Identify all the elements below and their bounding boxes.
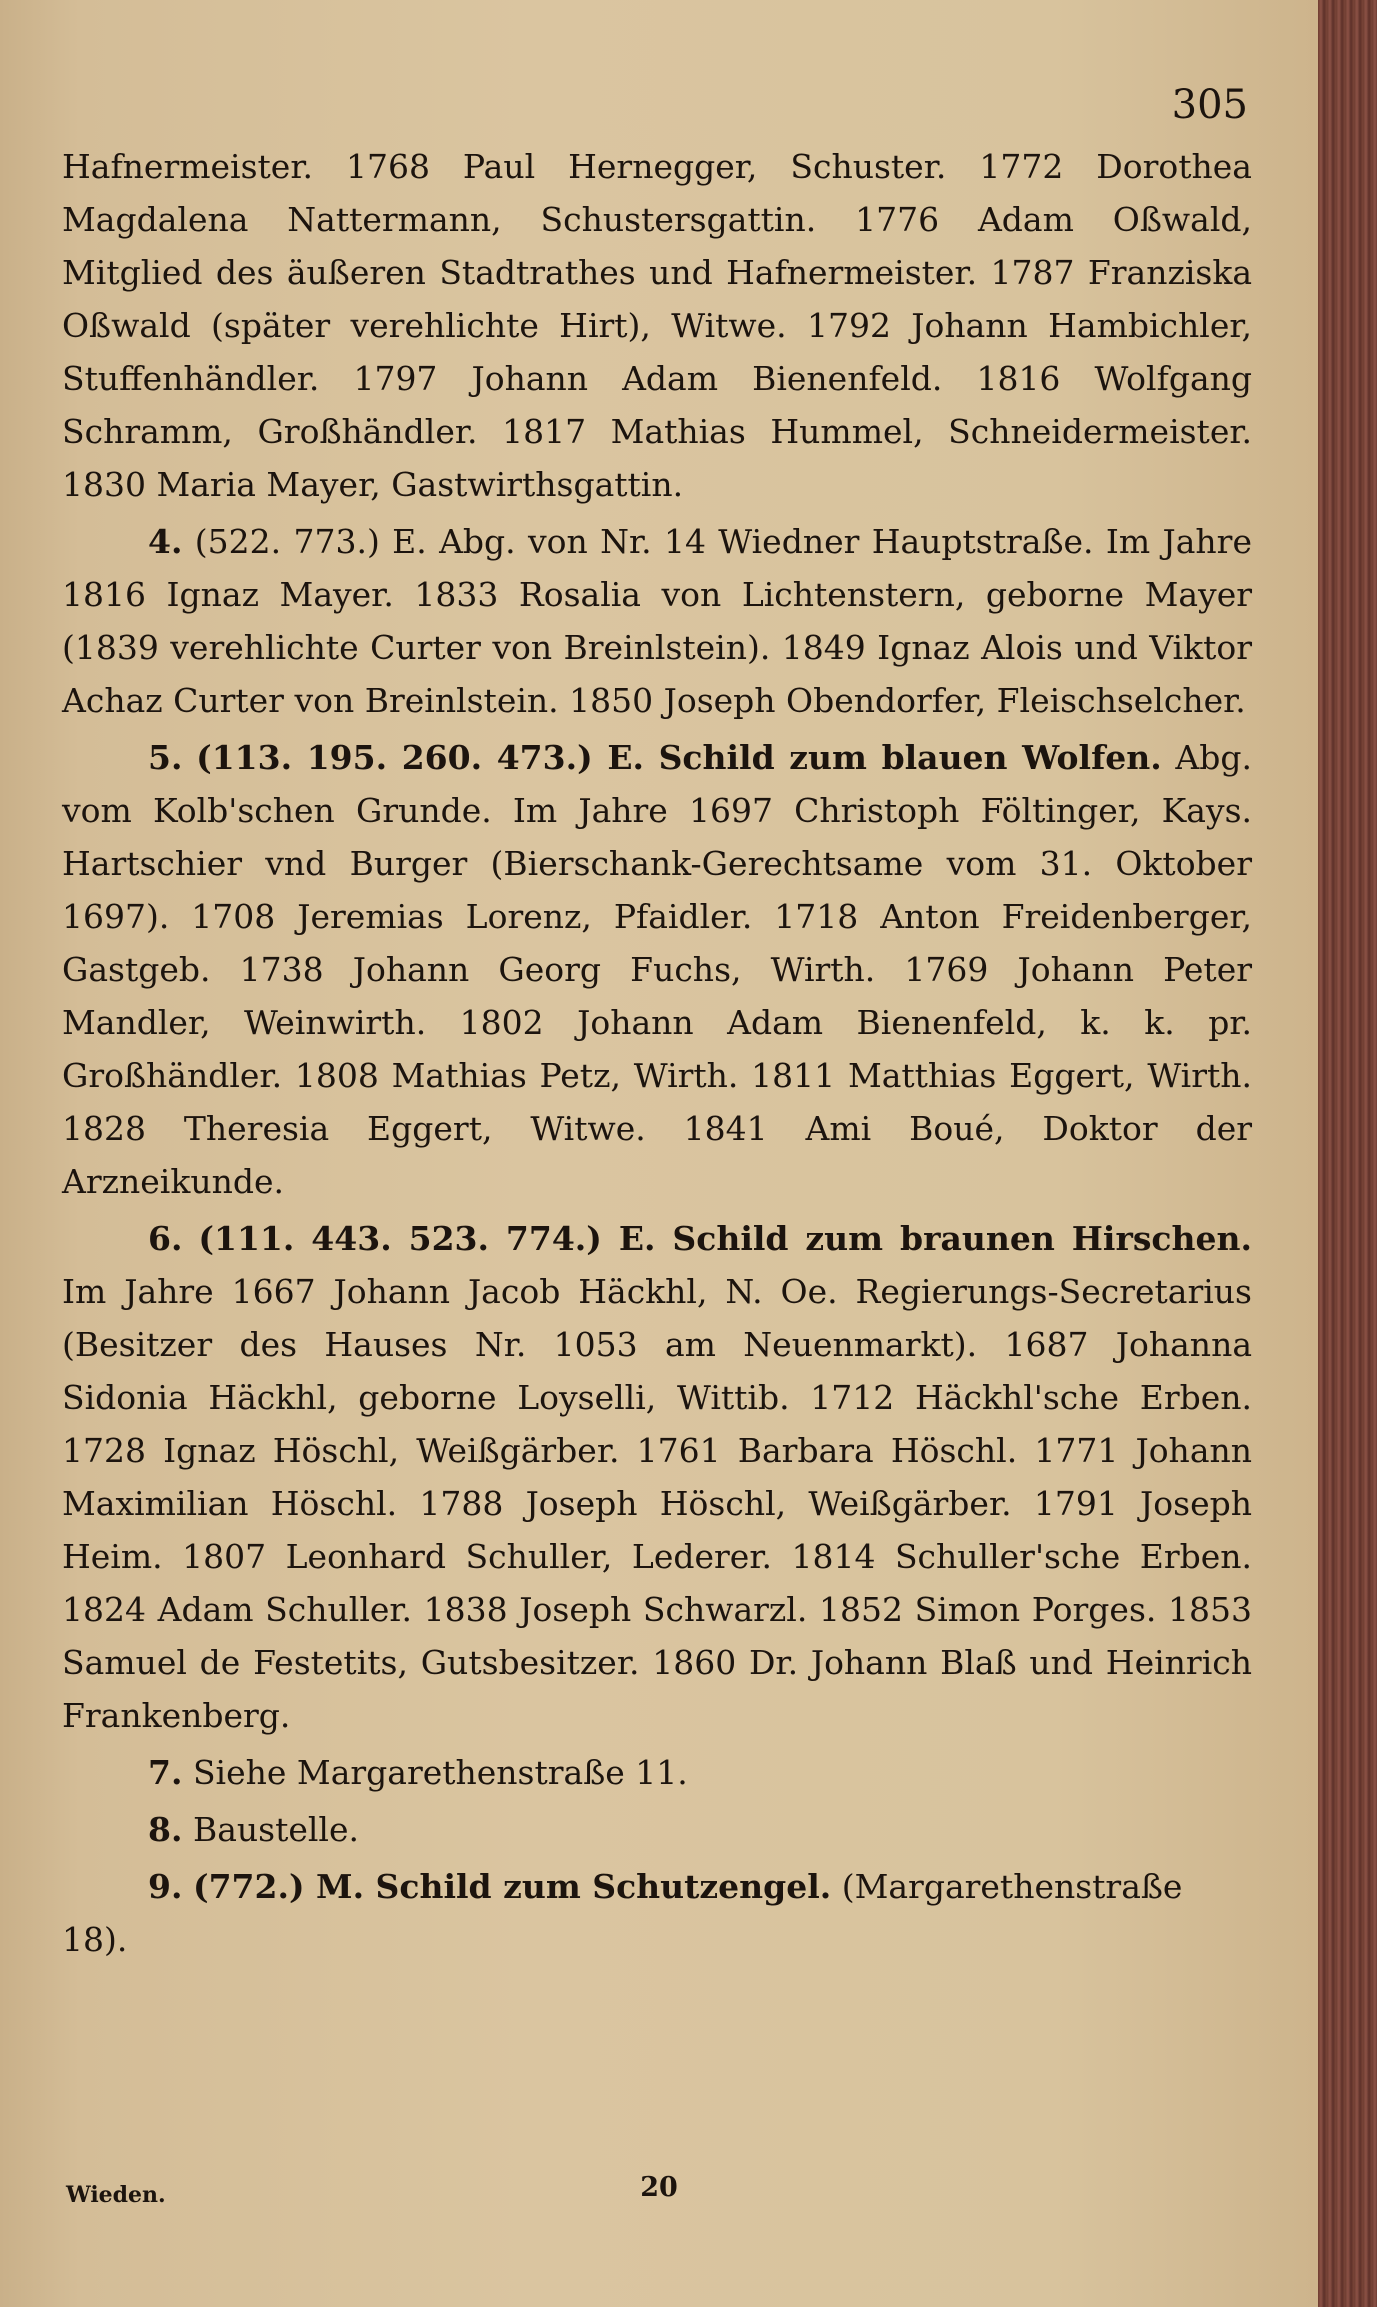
page-number: 305 xyxy=(1171,82,1248,128)
entry-text: Im Jahre 1816 Ignaz Mayer. 1833 Rosalia von Lichtenstern, geborne Mayer (1839 verehlichte Curter von Breinlstein). 1849 Ignaz Alois und Viktor Achaz Curter von Breinlstein. 1850 Joseph Obendorfer, Fleischselcher. xyxy=(62,522,1252,720)
entry-number: 6. xyxy=(148,1219,183,1258)
entry-text: (Margarethenstraße 18). xyxy=(62,1867,1183,1959)
entry-head: (522. 773.) E. Abg. von Nr. 14 Wiedner Hauptstraße. xyxy=(194,522,1094,561)
entry-7 xyxy=(62,1746,1252,1799)
entry-9 xyxy=(62,1860,1252,1966)
footer-section-label: Wieden. xyxy=(66,2182,166,2208)
entry-text: Abg. vom Kolb'schen Grunde. Im Jahre 1697 Christoph Föltinger, Kays. Hartschier vnd Burger (Bierschank-Gerechtsame vom 31. Oktober 1697). 1708 Jeremias Lorenz, Pfaidler. 1718 Anton Freidenberger, Gastgeb. 1738 Johann Georg Fuchs, Wirth. 1769 Johann Peter Mandler, Weinwirth. 1802 Johann Adam Bienenfeld, k. k. pr. Großhändler. 1808 Mathias Petz, Wirth. 1811 Matthias Eggert, Wirth. 1828 Theresia Eggert, Witwe. 1841 Ami Boué, Doktor der Arzneikunde. xyxy=(62,738,1252,1201)
entry-8 xyxy=(62,1803,1252,1856)
entry-head: (111. 443. 523. 774.) E. Schild zum braunen Hirschen. xyxy=(198,1219,1252,1258)
entry-number: 5. xyxy=(148,738,183,777)
entry-number: 9. xyxy=(148,1867,183,1906)
entry-number: 8. xyxy=(148,1810,183,1849)
entry-text: Siehe Margarethenstraße 11. xyxy=(192,1753,688,1792)
page-footer xyxy=(66,2168,1252,2218)
signature-mark: 20 xyxy=(640,2172,678,2203)
entry-5 xyxy=(62,731,1252,1208)
entry-6 xyxy=(62,1212,1252,1742)
entry-head: (113. 195. 260. 473.) E. Schild zum blauen Wolfen. xyxy=(196,738,1162,777)
entry-text: Baustelle. xyxy=(192,1810,359,1849)
paragraph-text: Hafnermeister. 1768 Paul Hernegger, Schuster. 1772 Dorothea Magdalena Nattermann, Schustersgattin. 1776 Adam Oßwald, Mitglied des äußeren Stadtrathes und Hafnermeister. 1787 Franziska Oßwald (später verehlichte Hirt), Witwe. 1792 Johann Hambichler, Stuffenhändler. 1797 Johann Adam Bienenfeld. 1816 Wolfgang Schramm, Großhändler. 1817 Mathias Hummel, Schneidermeister. 1830 Maria Mayer, Gastwirthsgattin. xyxy=(62,147,1252,504)
paragraph-continuation xyxy=(62,140,1252,511)
entry-4 xyxy=(62,515,1252,727)
entry-head: (772.) M. Schild zum Schutzengel. xyxy=(192,1867,832,1906)
entry-number: 7. xyxy=(148,1753,183,1792)
entry-text: Im Jahre 1667 Johann Jacob Häckhl, N. Oe. Regierungs-Secretarius (Besitzer des Hauses Nr. 1053 am Neuenmarkt). 1687 Johanna Sidonia Häckhl, geborne Loyselli, Wittib. 1712 Häckhl'sche Erben. 1728 Ignaz Höschl, Weißgärber. 1761 Barbara Höschl. 1771 Johann Maximilian Höschl. 1788 Joseph Höschl, Weißgärber. 1791 Joseph Heim. 1807 Leonhard Schuller, Lederer. 1814 Schuller'sche Erben. 1824 Adam Schuller. 1838 Joseph Schwarzl. 1852 Simon Porges. 1853 Samuel de Festetits, Gutsbesitzer. 1860 Dr. Johann Blaß und Heinrich Frankenberg. xyxy=(62,1272,1252,1735)
book-page-edge xyxy=(1318,0,1377,2307)
entry-number: 4. xyxy=(148,522,183,561)
